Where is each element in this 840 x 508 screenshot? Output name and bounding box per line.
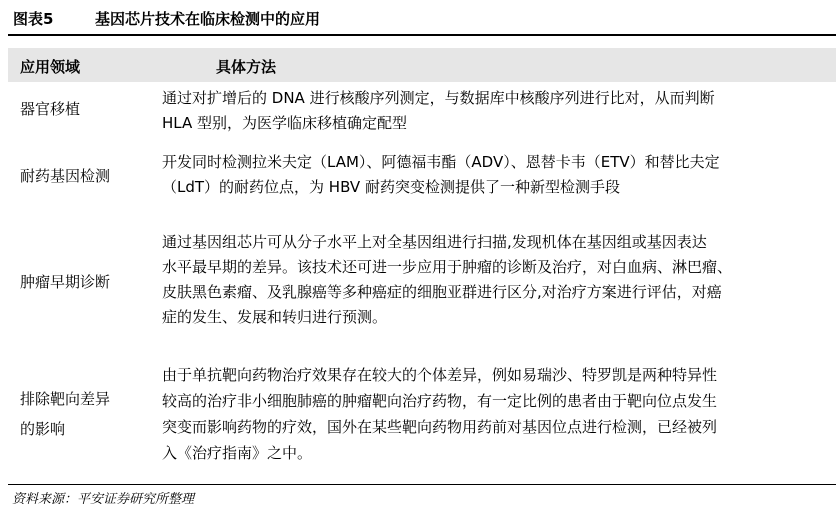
row-text-line: 较高的治疗非小细胞肺癌的肿瘤靶向治疗药物，有一定比例的患者由于靶向位点发生: [162, 392, 718, 410]
row-label: [20, 164, 110, 189]
row-method-text: [162, 150, 828, 200]
row-label-line: 肿瘤早期诊断: [20, 273, 111, 291]
table-row: [8, 84, 836, 140]
header-application-field: 应用领域: [20, 58, 81, 76]
bottom-rule: [8, 484, 836, 485]
row-label-line: 排除靶向差异: [20, 390, 111, 408]
figure-number: 图表5: [13, 10, 54, 28]
row-text-line: （LdT）的耐药位点，为 HBV 耐药突变检测提供了一种新型检测手段: [162, 178, 620, 196]
figure-title-text: 基因芯片技术在临床检测中的应用: [95, 10, 321, 28]
row-method-text: [162, 230, 828, 330]
row-text-line: 通过对扩增后的 DNA 进行核酸序列测定，与数据库中核酸序列进行比对，从而判断: [162, 89, 715, 107]
row-text-line: 突变而影响药物的疗效，国外在某些靶向药物用药前对基因位点进行检测，已经被列: [162, 418, 718, 436]
row-label-line: 的影响: [20, 420, 66, 438]
row-label-line: 器官移植: [20, 100, 81, 118]
table-row: [8, 230, 836, 340]
row-label-line: 耐药基因检测: [20, 167, 111, 185]
table-row: [8, 148, 836, 204]
top-rule: [8, 34, 836, 36]
row-label: [20, 384, 110, 444]
source-note: 资料来源：平安证券研究所整理: [12, 492, 195, 507]
row-text-line: 症的发生、发展和转归进行预测。: [162, 308, 388, 326]
row-text-line: 由于单抗靶向药物治疗效果存在较大的个体差异，例如易瑞沙、特罗凯是两种特异性: [162, 366, 718, 384]
row-text-line: 通过基因组芯片可从分子水平上对全基因组进行扫描,发现机体在基因组或基因表达: [162, 233, 707, 251]
row-method-text: [162, 362, 828, 466]
table-row: [8, 362, 836, 472]
row-text-line: 皮肤黑色素瘤、及乳腺癌等多种癌症的细胞亚群进行区分,对治疗方案进行评估，对癌: [162, 283, 722, 301]
table-header: [8, 48, 836, 82]
row-method-text: [162, 86, 828, 136]
figure-title: [13, 8, 320, 29]
row-text-line: HLA 型别，为医学临床移植确定配型: [162, 114, 408, 132]
row-label: [20, 97, 80, 122]
row-text-line: 开发同时检测拉米夫定（LAM）、阿德福韦酯（ADV）、恩替卡韦（ETV）和替比夫定: [162, 153, 720, 171]
row-text-line: 入《治疗指南》之中。: [162, 444, 313, 462]
row-label: [20, 270, 110, 295]
header-specific-method: 具体方法: [216, 58, 277, 76]
row-text-line: 水平最早期的差异。该技术还可进一步应用于肿瘤的诊断及治疗，对白血病、淋巴瘤、: [162, 258, 733, 276]
